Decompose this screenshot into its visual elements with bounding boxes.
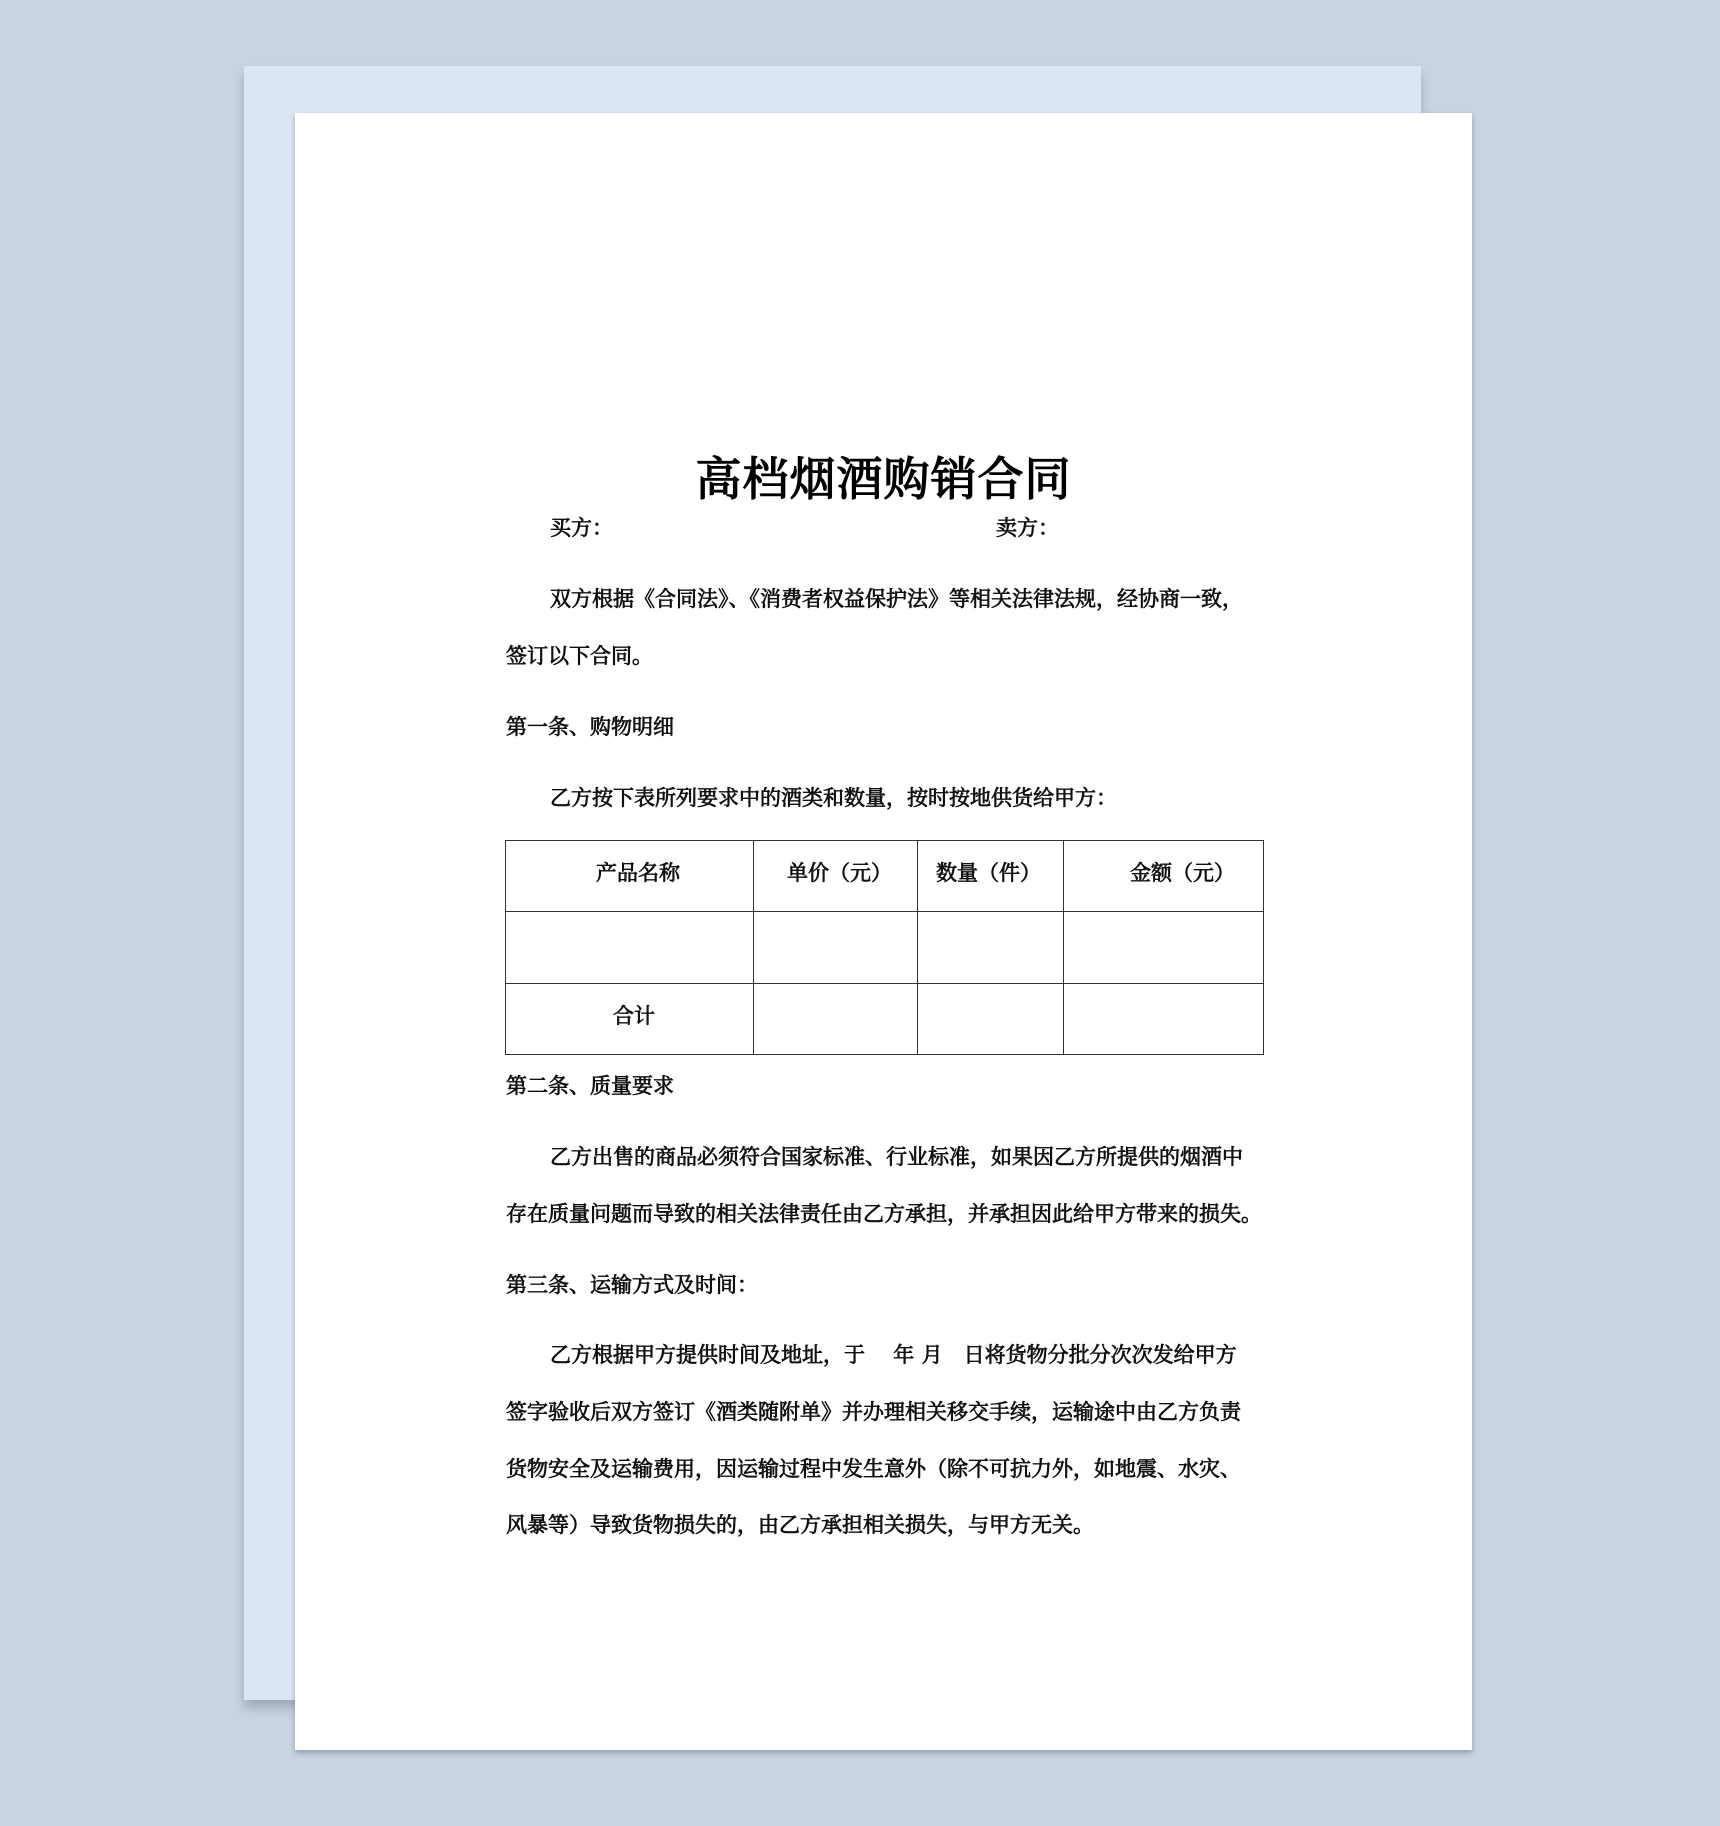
table-cell[interactable] — [1064, 912, 1264, 983]
section2-heading: 第二条、质量要求 — [506, 1074, 674, 1098]
table-row — [506, 912, 1264, 983]
header-product-name: 产品名称 — [506, 841, 754, 912]
intro-line-2: 签订以下合同。 — [506, 644, 653, 668]
section3-heading: 第三条、运输方式及时间： — [506, 1273, 758, 1297]
section2-line-2: 存在质量问题而导致的相关法律责任由乙方承担，并承担因此给甲方带来的损失。 — [506, 1202, 1262, 1226]
total-label-cell: 合计 — [506, 983, 754, 1054]
table-header-row — [506, 841, 1264, 912]
section3-line-3: 货物安全及运输费用，因运输过程中发生意外（除不可抗力外，如地震、水灾、 — [506, 1457, 1241, 1481]
section3-line-2: 签字验收后双方签订《酒类随附单》并办理相关移交手续，运输途中由乙方负责 — [506, 1400, 1241, 1424]
table-cell[interactable] — [754, 983, 918, 1054]
section2-line-1: 乙方出售的商品必须符合国家标准、行业标准，如果因乙方所提供的烟酒中 — [550, 1145, 1243, 1169]
section1-text: 乙方按下表所列要求中的酒类和数量，按时按地供货给甲方： — [550, 786, 1117, 810]
intro-line-1: 双方根据《合同法》、《消费者权益保护法》等相关法律法规，经协商一致， — [550, 587, 1243, 611]
buyer-label: 买方： — [550, 516, 613, 540]
header-unit-price: 单价（元） — [754, 841, 918, 912]
document-title: 高档烟酒购销合同 — [695, 452, 1072, 506]
section3-line-1: 乙方根据甲方提供时间及地址，于 年 月 日将货物分批分次次发给甲方 — [550, 1343, 1237, 1367]
purchase-detail-table — [505, 840, 1264, 1055]
table-total-row — [506, 983, 1264, 1054]
table-cell[interactable] — [506, 912, 754, 983]
table-cell[interactable] — [1064, 983, 1264, 1054]
section1-heading: 第一条、购物明细 — [506, 715, 674, 739]
table-cell[interactable] — [918, 912, 1064, 983]
table-cell[interactable] — [754, 912, 918, 983]
header-quantity: 数量（件） — [918, 841, 1064, 912]
table-cell[interactable] — [918, 983, 1064, 1054]
header-amount: 金额（元） — [1064, 841, 1264, 912]
seller-label: 卖方： — [996, 516, 1059, 540]
section3-line-4: 风暴等）导致货物损失的，由乙方承担相关损失，与甲方无关。 — [506, 1513, 1094, 1537]
